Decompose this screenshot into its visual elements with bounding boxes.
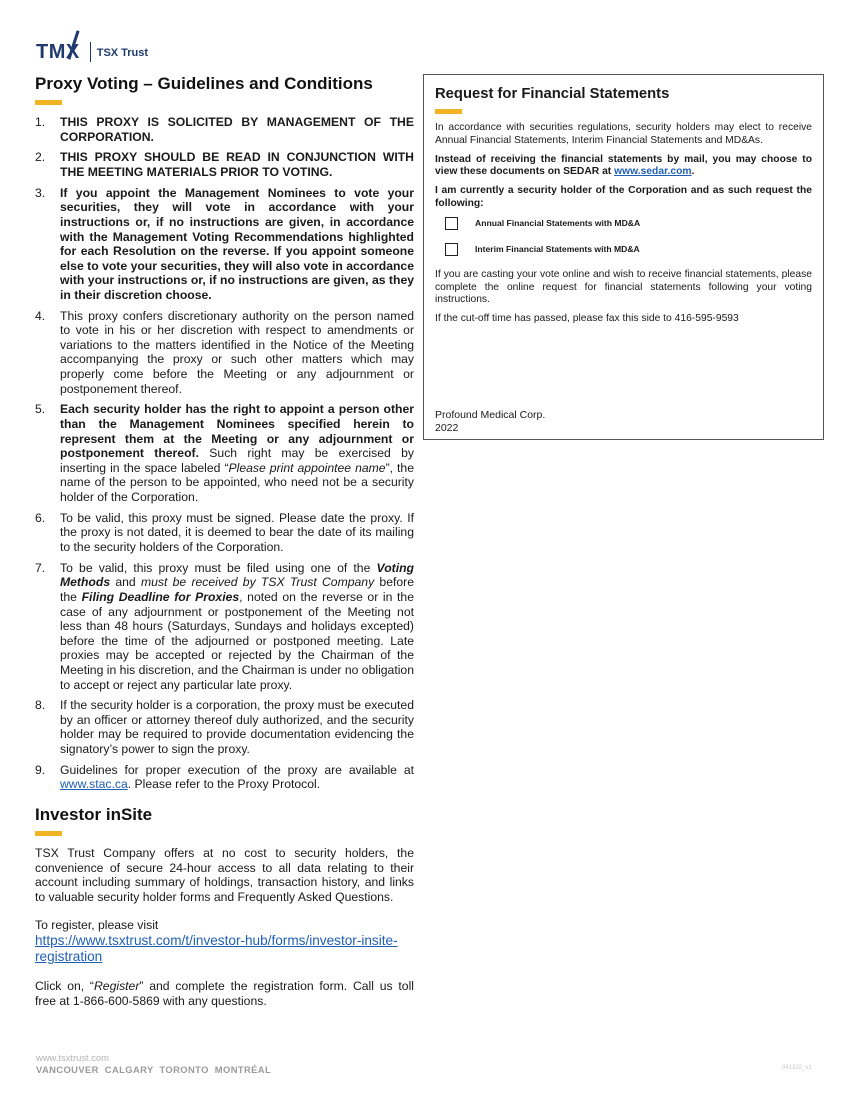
accent-bar (35, 100, 62, 105)
item-text: THIS PROXY SHOULD BE READ IN CONJUNCTION WITH THE MEETING MATERIALS PRIOR TO VOTING. (60, 150, 414, 179)
item-text-part: before the (60, 575, 414, 604)
item-number: 4. (35, 308, 46, 323)
item-text-part: and (110, 575, 141, 590)
item-number: 6. (35, 510, 46, 525)
insite-register-text: To register, please visit (35, 918, 159, 933)
tmx-tsx-trust-logo (36, 34, 148, 64)
item-text-part: To be valid, this proxy must be filed using one of the (60, 560, 377, 575)
interim-checkbox[interactable] (445, 243, 458, 256)
financial-intro: In accordance with securities regulations, security holders may elect to receive Annual Financial Statements, Interim Financial Statements and MD&As. (435, 122, 812, 146)
sedar-notice-part: . (691, 166, 695, 178)
item-text-italic: Please print appointee name (228, 460, 386, 475)
stac-link[interactable]: www.stac.ca (60, 777, 128, 792)
guideline-item-4 (35, 309, 414, 397)
item-number: 8. (35, 698, 46, 713)
guidelines-title: Proxy Voting – Guidelines and Conditions (35, 74, 373, 93)
request-statement: I am currently a security holder of the Corporation and as such request the following: (435, 185, 812, 209)
guideline-item-5 (35, 402, 414, 504)
guideline-item-8 (35, 698, 414, 756)
item-text: If you appoint the Management Nominees to vote your securities, they will vote in accordance with your instructions or, if no instructions are given, in accordance with the Management Voting Recommendations highlighted for each Resolution on the reverse. If you appoint someone else to vote your securities, they will also vote in accordance with your instructions or, if no instructions are given, as they in their discretion choose. (60, 185, 414, 302)
item-number: 3. (35, 185, 46, 200)
guideline-item-2 (35, 150, 414, 179)
page-footer (36, 1052, 271, 1076)
accent-bar (35, 831, 62, 836)
guideline-item-9 (35, 763, 414, 792)
guideline-item-7 (35, 561, 414, 692)
item-text-part: Guidelines for proper execution of the proxy are available at (60, 762, 414, 777)
item-text (60, 763, 414, 792)
company-name: Profound Medical Corp. (435, 409, 546, 421)
insite-title: Investor inSite (35, 805, 153, 825)
item-text-bold: Each security holder has the right to appoint a person other than the Management Nominees specified herein to represent them at the Meeting or any adjournment or postponement thereof. (60, 402, 414, 461)
option-annual-statements[interactable] (445, 217, 812, 230)
insite-instructions-part: Click on, “ (35, 979, 94, 993)
guideline-item-1 (35, 115, 414, 144)
footer-cities: VANCOUVER CALGARY TORONTO MONTRÉAL (36, 1064, 272, 1075)
item-number: 5. (35, 402, 46, 417)
sedar-notice-part: Instead of receiving the financial statements by mail, you may choose to view these documents on SEDAR at (435, 153, 812, 178)
guideline-item-6 (35, 511, 414, 555)
logo-brand: TMX (36, 41, 80, 63)
logo-divider (90, 42, 91, 62)
annual-checkbox[interactable] (445, 217, 458, 230)
item-text: THIS PROXY IS SOLICITED BY MANAGEMENT OF THE CORPORATION. (60, 115, 414, 144)
item-number: 9. (35, 762, 46, 777)
item-number: 1. (35, 115, 46, 129)
option-interim-statements[interactable] (445, 243, 812, 256)
item-text: This proxy confers discretionary authority on the person named to vote in his or her discretion with respect to amendments or variations to the matters identified in the Notice of the Meeting accompanying the proxy or such other matters which may properly come before the Meeting or any adjournment or postponement thereof. (60, 308, 414, 396)
item-text (60, 561, 414, 692)
item-number: 2. (35, 150, 46, 165)
insite-registration-link[interactable]: https://www.tsxtrust.com/t/investor-hub/forms/investor-insite-registration (35, 933, 398, 964)
insite-instructions-part: ” and complete the registration form. Call us toll free at 1-866-600-5869 with any questions. (35, 979, 415, 1008)
accent-bar (435, 109, 462, 114)
online-request-note: If you are casting your vote online and wish to receive financial statements, please complete the online request for financial statements following your voting instructions. (435, 269, 812, 306)
item-text: If the security holder is a corporation, the proxy must be executed by an officer or attorney thereof duly authorized, and the security holder may be required to provide documentation evidencing the signatory’s power to sign the proxy. (60, 698, 414, 757)
sedar-notice (435, 154, 812, 179)
item-text (60, 402, 414, 504)
guideline-item-3 (35, 186, 414, 303)
footer-url[interactable]: www.tsxtrust.com (36, 1052, 109, 1063)
interim-label: Interim Financial Statements with MD&A (475, 244, 640, 255)
item-text: To be valid, this proxy must be signed. Please date the proxy. If the proxy is not dated, it is deemed to bear the date of its mailing to the security holders of the Corporation. (60, 510, 414, 554)
insite-description: TSX Trust Company offers at no cost to security holders, the convenience of secure 24-hour access to all data relating to their account including summary of holdings, transaction history, and links to valuable security holder forms and Frequently Asked Questions. (35, 846, 414, 904)
item-text-part: ”, the name of the person to be appointed, who need not be a security holder of the Corporation. (60, 460, 414, 504)
guidelines-list (35, 115, 414, 792)
item-text-part: Such right may be exercised by inserting in the space labeled “ (60, 446, 414, 475)
guidelines-column (35, 74, 414, 1008)
item-number: 7. (35, 560, 46, 575)
financial-title: Request for Financial Statements (435, 86, 670, 102)
voting-methods-emphasis: Voting Methods (60, 560, 414, 590)
item-text-italic: must be received by TSX Trust Company (140, 575, 375, 590)
item-text-part: . Please refer to the Proxy Protocol. (127, 777, 321, 792)
logo-product: TSX Trust (96, 47, 149, 59)
insite-instructions (35, 979, 414, 1008)
form-code: 041322_v1 (782, 1065, 812, 1071)
register-emphasis: Register (94, 979, 140, 993)
item-text-part: , noted on the reverse or in the case of any adjournment or postponement of the Meeting not less than 48 hours (Saturdays, Sundays and holidays excepted) before the time of the adjourned or postponed meeting. Late proxies may be accepted or rejected by the Chairman of the Meeting in his discretion, and the Chairman is under no obligation to accept or reject any particular late proxy. (60, 589, 414, 692)
company-year: 2022 (435, 421, 459, 434)
financial-statements-request-box (423, 74, 824, 440)
sedar-link[interactable]: www.sedar.com (614, 166, 692, 178)
filing-deadline-emphasis: Filing Deadline for Proxies (81, 589, 240, 604)
fax-note: If the cut-off time has passed, please fax this side to 416-595-9593 (435, 313, 739, 325)
investor-insite-section (35, 805, 414, 1008)
company-info (435, 409, 545, 435)
annual-label: Annual Financial Statements with MD&A (475, 218, 641, 229)
